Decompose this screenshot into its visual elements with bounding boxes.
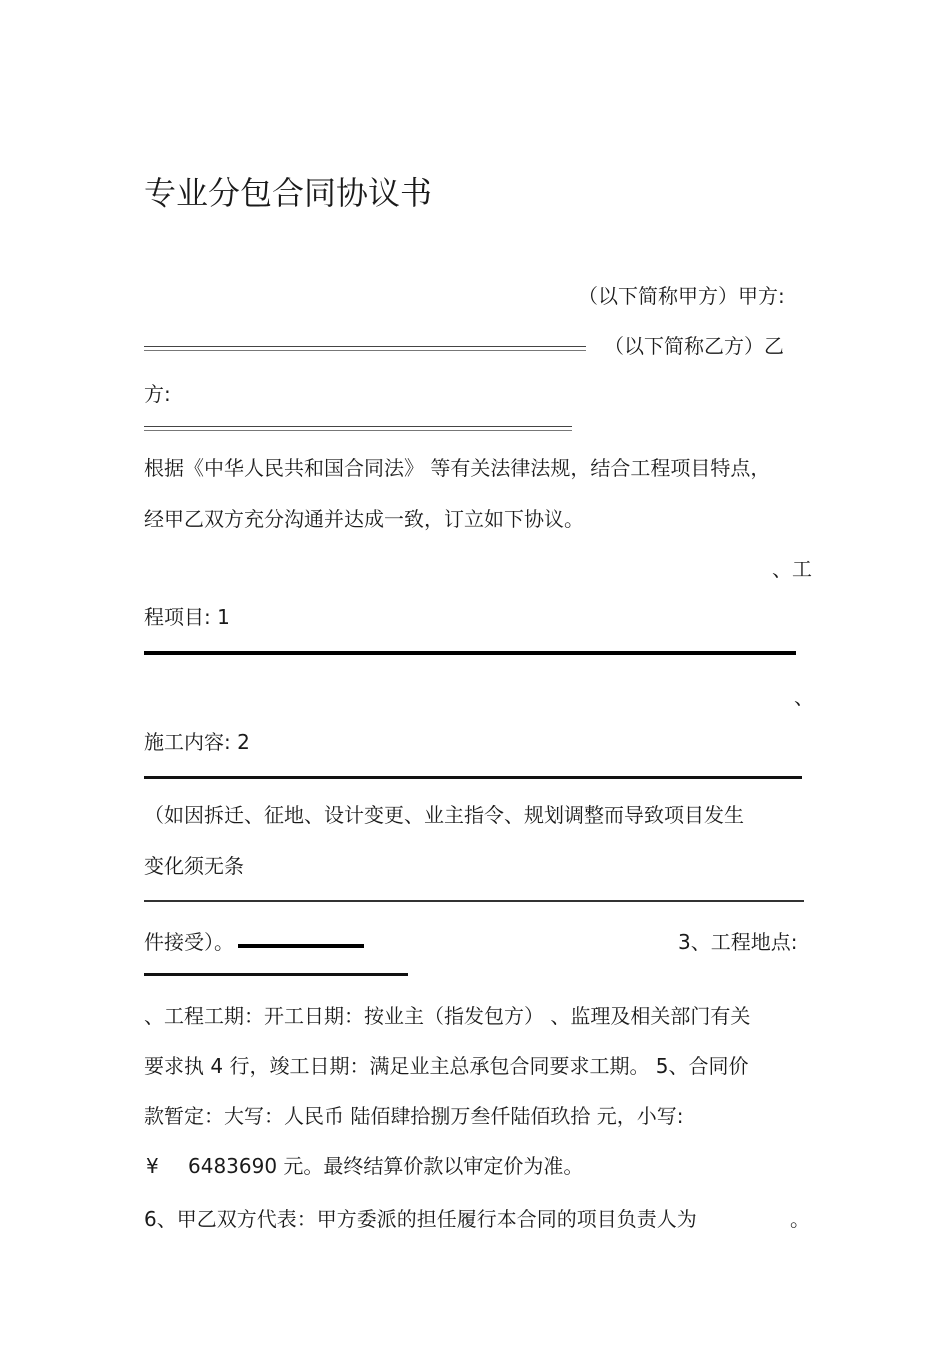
intro-line-1: 根据《中华人民共和国合同法》 等有关法律法规，结合工程项目特点， [144, 456, 771, 480]
item2-tail: 、 [794, 685, 814, 709]
party-a-label: （以下简称甲方）甲方: [578, 284, 785, 308]
representatives-line: 6、甲乙双方代表：甲方委派的担任履行本合同的项目负责人为 [144, 1207, 697, 1231]
item2-content-label: 施工内容: 2 [144, 730, 250, 754]
duration-line-1: 、工程工期：开工日期：按业主（指发包方） 、监理及相关部门有关 [144, 1004, 751, 1028]
content-blank-line [144, 776, 802, 779]
item1-project-label: 程项目: 1 [144, 605, 230, 629]
item1-tail: 、工 [772, 557, 812, 581]
document-title: 专业分包合同协议书 [144, 174, 433, 212]
note-line-2: 变化须无条 [144, 854, 244, 878]
party-b-label-cont: 方: [144, 382, 171, 406]
short-blank-line [238, 944, 364, 948]
party-b-label: （以下简称乙方）乙 [604, 334, 784, 358]
party-a-blank-line [144, 346, 586, 351]
price-line-2: 6483690 元。最终结算价款以审定价为准。 [188, 1154, 584, 1178]
representatives-tail: 。 [790, 1207, 810, 1231]
price-currency-symbol: ¥ [146, 1154, 159, 1178]
price-line-1: 款暂定：大写：人民币 陆佰肆拾捌万叁仟陆佰玖拾 元，小写: [144, 1104, 684, 1128]
duration-line-2: 要求执 4 行，竣工日期：满足业主总承包合同要求工期。 5、合同价 [144, 1054, 749, 1078]
location-blank-line [144, 973, 408, 976]
project-blank-line [144, 651, 796, 655]
note-line-3: 件接受）。 [144, 930, 234, 954]
party-b-blank-line [144, 426, 572, 431]
intro-line-2: 经甲乙双方充分沟通并达成一致，订立如下协议。 [144, 507, 584, 531]
note-line-1: （如因拆迁、征地、设计变更、业主指令、规划调整而导致项目发生 [144, 803, 744, 827]
note-blank-line [144, 900, 804, 902]
item3-location-label: 3、工程地点: [678, 930, 798, 954]
